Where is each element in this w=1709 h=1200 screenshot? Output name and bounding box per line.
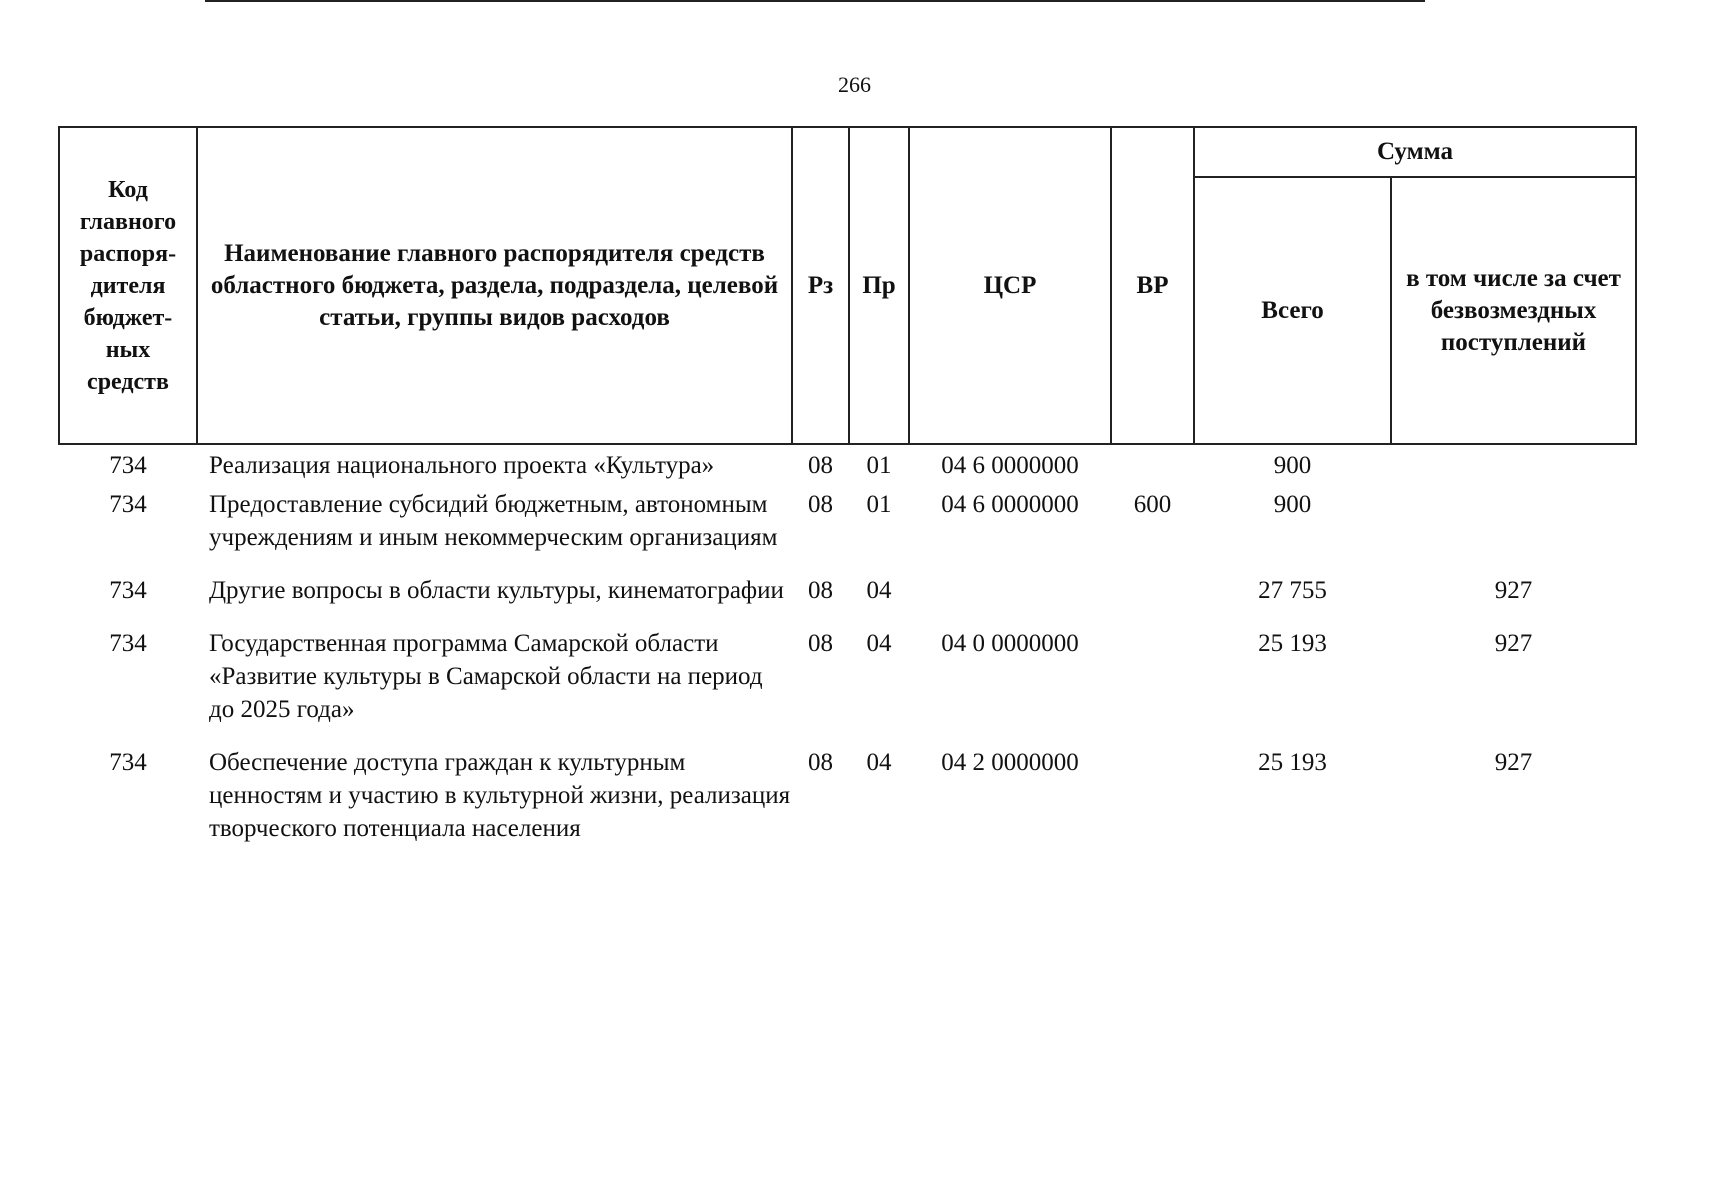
cell-vr: 600 (1133, 491, 1172, 518)
header-vr: ВР (1111, 127, 1194, 444)
cell-vr (1111, 621, 1194, 740)
table-row (59, 740, 1636, 859)
cell-total: 27 755 (1258, 577, 1327, 604)
cell-vr (1111, 568, 1194, 621)
cell-free: 927 (1494, 577, 1533, 604)
cell-name: Реализация национального проекта «Культура» (209, 452, 715, 479)
header-csr: ЦСР (909, 127, 1111, 444)
cell-vr (1111, 444, 1194, 482)
header-code (59, 127, 197, 444)
table-row (59, 444, 1636, 482)
header-name-label: Наименование главного распорядителя средств областного бюджета, раздела, подраздела, целевой статьи, группы видов расходов (210, 239, 779, 331)
page-number: 266 (838, 72, 871, 97)
cell-code: 734 (109, 452, 147, 479)
cell-pr: 01 (866, 452, 892, 479)
budget-table (58, 126, 1637, 859)
cell-pr: 01 (866, 491, 892, 518)
cell-rz: 08 (808, 491, 833, 518)
table-row (59, 482, 1636, 568)
cell-total: 25 193 (1258, 630, 1327, 657)
cell-name: Обеспечение доступа граждан к культурным ценностям и участию в культурной жизни, реализация творческого потенциала населения (209, 749, 791, 842)
table-row (59, 568, 1636, 621)
header-free (1391, 177, 1636, 444)
cell-free: 927 (1494, 749, 1533, 776)
cell-pr: 04 (866, 630, 892, 657)
cell-csr: 04 6 0000000 (941, 452, 1079, 479)
cell-code: 734 (109, 577, 147, 604)
top-rule (205, 0, 1425, 2)
cell-total: 25 193 (1258, 749, 1327, 776)
cell-total: 900 (1273, 491, 1312, 518)
cell-name: Другие вопросы в области культуры, кинематографии (209, 577, 784, 604)
cell-rz: 08 (808, 577, 833, 604)
header-pr: Пр (849, 127, 909, 444)
cell-code: 734 (109, 630, 147, 657)
cell-code: 734 (109, 491, 147, 518)
cell-rz: 08 (808, 749, 833, 776)
cell-free: 927 (1494, 630, 1533, 657)
cell-csr (909, 568, 1111, 621)
cell-csr: 04 0 0000000 (941, 630, 1079, 657)
header-total: Всего (1194, 177, 1391, 444)
cell-pr: 04 (866, 749, 892, 776)
cell-name: Предоставление субсидий бюджетным, автономным учреждениям и иным некоммерческим организациям (209, 491, 778, 551)
cell-code: 734 (109, 749, 147, 776)
cell-total: 900 (1273, 452, 1312, 479)
cell-free (1391, 482, 1636, 568)
header-free-label: в том числе за счет безвозмездных поступлений (1406, 264, 1621, 356)
header-name (197, 127, 792, 444)
table-body (59, 444, 1636, 859)
header-code-label: Код главного распоря-дителя бюджет-ных средств (79, 176, 177, 395)
cell-rz: 08 (808, 630, 833, 657)
cell-pr: 04 (866, 577, 892, 604)
table-row (59, 621, 1636, 740)
cell-rz: 08 (808, 452, 833, 479)
cell-vr (1111, 740, 1194, 859)
cell-csr: 04 2 0000000 (941, 749, 1079, 776)
cell-csr: 04 6 0000000 (941, 491, 1079, 518)
header-sum: Сумма (1194, 127, 1636, 177)
cell-name: Государственная программа Самарской области «Развитие культуры в Самарской области на период до 2025 года» (209, 630, 763, 723)
header-rz: Рз (792, 127, 849, 444)
table-header (59, 127, 1636, 444)
cell-free (1391, 444, 1636, 482)
